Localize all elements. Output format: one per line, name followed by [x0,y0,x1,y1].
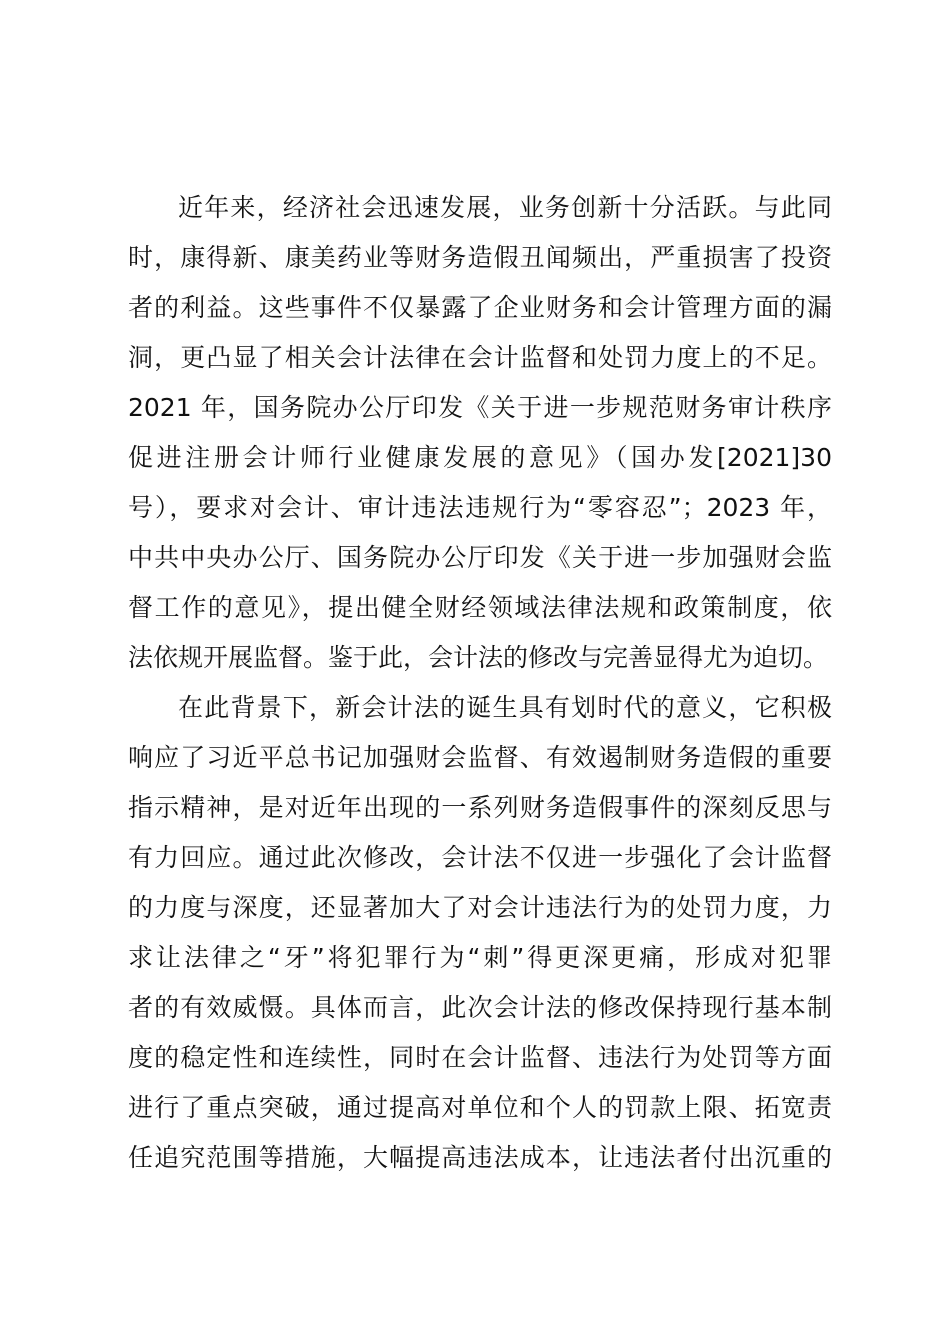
text-line: 2021 年，国务院办公厅印发《关于进一步规范财务审计秩序 [128,393,832,422]
text-line: 者的利益。这些事件不仅暴露了企业财务和会计管理方面的漏 [128,293,832,322]
text-line: 时，康得新、康美药业等财务造假丑闻频出，严重损害了投资 [128,243,832,272]
text-line: 者的有效威慑。具体而言，此次会计法的修改保持现行基本制 [128,993,832,1022]
text-line: 中共中央办公厅、国务院办公厅印发《关于进一步加强财会监 [128,543,832,572]
text-line: 号），要求对会计、审计违法违规行为“零容忍”；2023 年， [128,493,832,522]
text-line: 任追究范围等措施，大幅提高违法成本，让违法者付出沉重的 [128,1143,832,1172]
text-line: 洞，更凸显了相关会计法律在会计监督和处罚力度上的不足。 [128,343,832,372]
text-line: 督工作的意见》，提出健全财经领域法律法规和政策制度，依 [128,593,832,622]
text-line: 近年来，经济社会迅速发展，业务创新十分活跃。与此同 [178,193,832,222]
text-line: 的力度与深度，还显著加大了对会计违法行为的处罚力度，力 [128,893,832,922]
text-line: 度的稳定性和连续性，同时在会计监督、违法行为处罚等方面 [128,1043,832,1072]
document-body [128,183,832,1183]
text-line: 求让法律之“牙”将犯罪行为“刺”得更深更痛，形成对犯罪 [128,943,832,972]
paragraph-significance [128,683,832,1183]
text-line: 在此背景下，新会计法的诞生具有划时代的意义，它积极 [178,693,832,722]
text-line: 促进注册会计师行业健康发展的意见》（国办发[2021]30 [128,443,832,472]
text-line: 法依规开展监督。鉴于此，会计法的修改与完善显得尤为迫切。 [128,643,829,672]
text-line: 响应了习近平总书记加强财会监督、有效遏制财务造假的重要 [128,743,832,772]
text-line: 有力回应。通过此次修改，会计法不仅进一步强化了会计监督 [128,843,832,872]
text-line: 进行了重点突破，通过提高对单位和个人的罚款上限、拓宽责 [128,1093,832,1122]
paragraph-background [128,183,832,683]
text-line: 指示精神，是对近年出现的一系列财务造假事件的深刻反思与 [128,793,832,822]
